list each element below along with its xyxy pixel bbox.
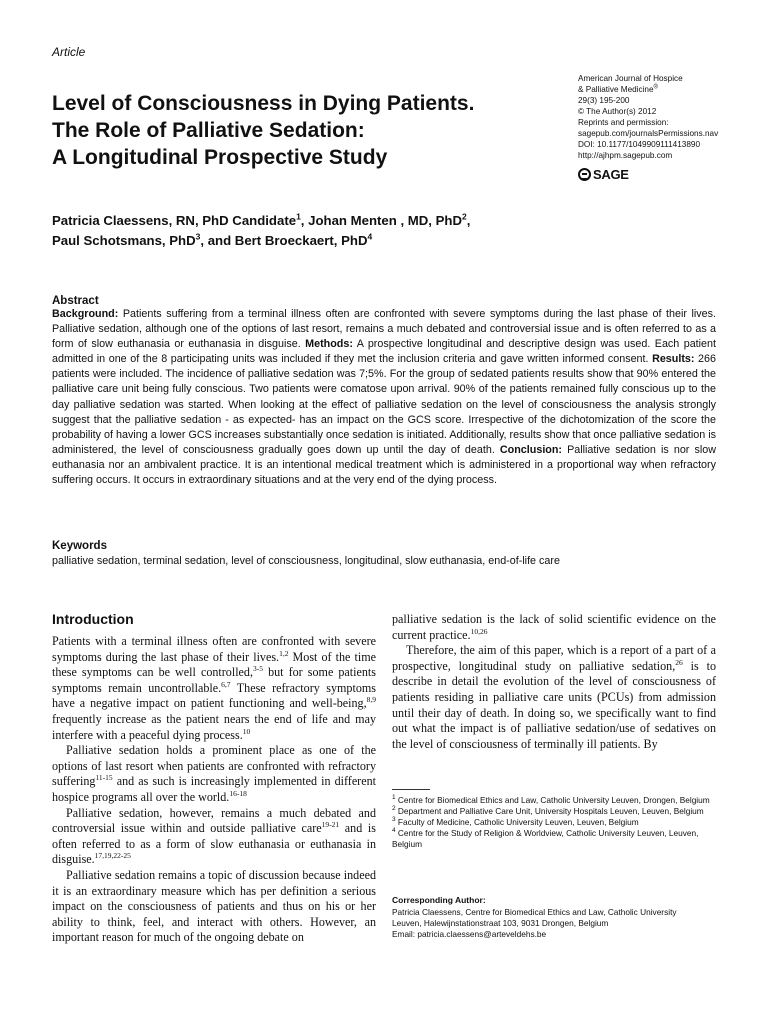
body-paragraph: Palliative sedation holds a prominent place as one of the options of last resort when patients are confronted with refractory suffering$^{11-15}$ and as such is increasingly implemented in different hospice programs all over the world.$^{16-18}$ — [52, 743, 376, 804]
title-line: The Role of Palliative Sedation: — [52, 119, 365, 142]
affiliation-marker: 3 — [195, 231, 201, 242]
author-name: , and Bert Broeckaert, PhD — [200, 233, 368, 248]
abstract-conclusion-text: Palliative sedation is nor slow euthanasia nor an ambivalent practice. It is an intentional medical treatment which is administered in a proportional way when refractory suffering occurs. It occurs in extraordinary situations and at the very end of the dying process. — [52, 443, 716, 487]
citation[interactable]: 26 — [675, 657, 683, 667]
abstract-heading: Abstract — [52, 295, 99, 307]
keywords-heading: Keywords — [52, 540, 107, 552]
footnote-divider — [392, 789, 430, 790]
abstract-body — [52, 307, 716, 488]
citation[interactable]: 10 — [242, 726, 251, 736]
journal-name-line: American Journal of Hospice — [578, 74, 683, 83]
citation[interactable]: 10,26 — [470, 626, 488, 636]
author-name: Paul Schotsmans, PhD — [52, 233, 196, 248]
corresponding-author-heading: Corresponding Author: — [392, 895, 486, 905]
citation[interactable]: 6,7 — [221, 679, 231, 689]
author-name: Patricia Claessens, RN, PhD Candidate — [52, 213, 297, 228]
affiliation-marker: 4 — [367, 231, 373, 242]
footnote: $^3$ Faculty of Medicine, Catholic University Leuven, Leuven, Belgium — [392, 816, 639, 828]
citation[interactable]: 1,2 — [279, 648, 289, 658]
body-paragraph: Palliative sedation remains a topic of discussion because indeed it is an extraordinary measure which has per definition a serious impact on the consciousness of patients and thus on his or her ability to think, feel, and interact with others. However, an important reason for much of the ongoing debate on — [52, 867, 376, 945]
body-paragraph: Therefore, the aim of this paper, which is a report of a part of a prospective, longitudinal study on palliative sedation,$^{26}$ is to describe in detail the evolution of the level of consciousness of patients residing in palliative care units (PCUs) from admission until their day of death. In doing so, we specifically want to find out what the impact is of palliative sedation/use of sedatives on the level of consciousness of terminally ill patients. By — [392, 643, 716, 751]
body-column-left — [52, 634, 376, 946]
citation[interactable]: 8,9 — [366, 695, 376, 705]
body-paragraph: palliative sedation is the lack of solid scientific evidence on the current practice.$^{10,26}$ — [392, 612, 716, 642]
registered-mark: ® — [653, 84, 658, 91]
abstract-results-text: 266 patients were included. The incidence of palliative sedation was 7;5%. For the group of sedated patients results show that 90% entered the palliative care unit being fully conscious. Two patients were comatose upon arrival. 90% of the patients remained fully conscious up to the day palliative sedation was started. When looking at the effect of palliative sedation on the level of consciousness the analysis strongly suggest that the palliative sedation - as expected- has an impact on the GCS score. Irrespective of the dichotomization of the score the probability of having a lower GCS increases substantially once sedation is initiated. Additionally, results show that once palliative sedation is administered, the level of consciousness gradually goes down up until the day of death. — [52, 353, 716, 456]
corresponding-author-details — [392, 907, 718, 940]
body-paragraph: Palliative sedation, however, remains a much debated and controversial issue within and outside palliative care$^{19-21}$ and is often referred to as a form of slow euthanasia or euthanasia in disguise.$^{17,19,22-25}$ — [52, 805, 376, 867]
footnote: $^1$ Centre for Biomedical Ethics and Law, Catholic University Leuven, Drongen, Belgium — [392, 794, 710, 805]
corresponding-line: Patricia Claessens, Centre for Biomedical Ethics and Law, Catholic University — [392, 907, 677, 917]
sage-logo-icon — [578, 168, 591, 181]
citation[interactable]: 16-18 — [229, 788, 247, 798]
journal-info — [578, 73, 753, 161]
citation[interactable]: 19-21 — [321, 820, 340, 830]
citation[interactable]: 17,19,22-25 — [94, 851, 131, 861]
journal-permissions-link[interactable]: sagepub.com/journalsPermissions.nav — [578, 129, 719, 138]
article-title — [52, 90, 532, 171]
introduction-heading: Introduction — [52, 611, 134, 627]
body-paragraph: Patients with a terminal illness often are confronted with severe symptoms during the last phase of their lives.$^{1,2}$ Most of the time these symptoms can be well controlled,$^{3-5}$ but for some patients symptoms remain uncontrollable.$^{6,7}$ These refractory symptoms have a negative impact on patient functioning and well-being,$^{8,9}$ frequently increase as the patient nears the end of life and may interfere with a peaceful dying process.$^{10}$ — [52, 634, 377, 742]
abstract-conclusion-label: Conclusion: — [499, 443, 563, 456]
author-separator: , — [466, 213, 471, 228]
title-line: Level of Consciousness in Dying Patients. — [52, 92, 475, 115]
article-type-label: Article — [52, 45, 86, 59]
affiliation-marker: 1 — [296, 211, 301, 222]
abstract-results-label: Results: — [652, 353, 695, 366]
journal-reprints: Reprints and permission: — [578, 118, 669, 127]
footnote: $^4$ Centre for the Study of Religion & Worldview, Catholic University Leuven, Leuven, Belgium — [392, 827, 699, 850]
journal-doi[interactable]: DOI: 10.1177/1049909111413890 — [578, 140, 701, 149]
abstract-background-label: Background: — [52, 308, 119, 320]
affiliation-marker: 2 — [461, 211, 467, 222]
journal-name-line: & Palliative Medicine® — [578, 84, 658, 94]
citation[interactable]: 3-5 — [253, 664, 264, 674]
citation[interactable]: 11-15 — [95, 773, 113, 783]
author-name: , Johan Menten , MD, PhD — [300, 213, 462, 228]
author-list — [52, 211, 612, 251]
body-column-right — [392, 612, 716, 752]
footnote: $^2$ Department and Palliative Care Unit, University Hospitals Leuven, Leuven, Belgium — [392, 805, 704, 817]
title-line: A Longitudinal Prospective Study — [52, 146, 388, 169]
journal-copyright: © The Author(s) 2012 — [578, 107, 657, 116]
sage-logo-text: SAGE — [593, 167, 629, 182]
keywords-list: palliative sedation, terminal sedation, level of consciousness, longitudinal, slow euthanasia, end-of-life care — [52, 555, 560, 567]
affiliation-footnotes — [392, 795, 718, 850]
corresponding-line: Leuven, Halewijnstationstraat 103, 9031 Drongen, Belgium — [392, 918, 609, 929]
abstract-methods-label: Methods: — [305, 338, 353, 351]
abstract-background-text: Patients suffering from a terminal illness often are confronted with severe symptoms during the last phase of their lives. Palliative sedation, although one of the options of last resort, remains a much debated and controversial issue and is often referred to as a form of slow euthanasia or euthanasia in disguise. — [52, 308, 716, 351]
abstract-methods-text: A prospective longitudinal and descriptive design was used. Each patient admitted in one of the 8 participating units was included if they met the inclusion criteria and gave written informed consent. — [52, 338, 717, 366]
sage-logo — [578, 167, 629, 182]
journal-volume: 29(3) 195-200 — [578, 96, 630, 105]
journal-website-link[interactable]: http://ajhpm.sagepub.com — [578, 151, 673, 160]
corresponding-email[interactable]: Email: patricia.claessens@arteveldehs.be — [392, 929, 547, 940]
